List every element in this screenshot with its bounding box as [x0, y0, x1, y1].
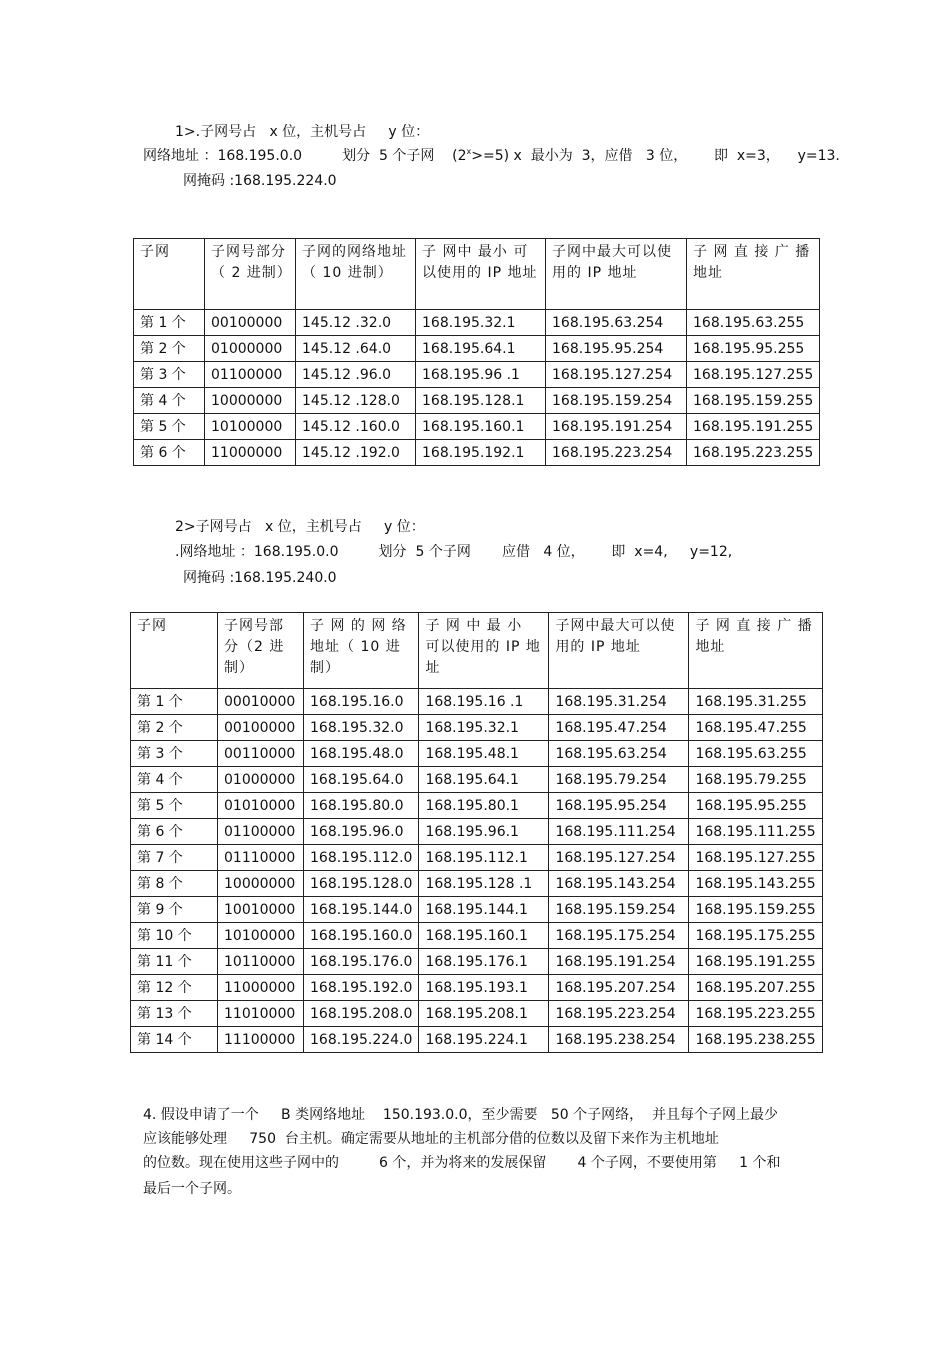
table-cell: 145.12 .160.0	[296, 414, 416, 440]
table-cell: 168.195.128.0	[304, 871, 419, 897]
table-cell: 168.195.32.1	[419, 715, 549, 741]
table-cell: 168.195.64.0	[304, 767, 419, 793]
column-header: 子网中最大可以使用的 IP 地址	[546, 239, 687, 310]
table-header-row	[134, 239, 820, 310]
table-cell: 168.195.127.255	[689, 845, 822, 871]
table-cell: 168.195.127.255	[687, 362, 820, 388]
table-row	[134, 388, 820, 414]
column-header: 子 网 中 最 小 可以使用的 IP 地址	[419, 613, 549, 689]
table-header-row	[131, 613, 823, 689]
table-cell: 168.195.16 .1	[419, 689, 549, 715]
table-cell: 168.195.128 .1	[419, 871, 549, 897]
table-cell: 01100000	[205, 362, 296, 388]
table-cell: 168.195.143.255	[689, 871, 822, 897]
table-cell: 168.195.159.254	[549, 897, 689, 923]
table-cell: 145.12 .128.0	[296, 388, 416, 414]
table-row	[131, 1001, 823, 1027]
table-row	[131, 767, 823, 793]
table-cell: 168.195.193.1	[419, 975, 549, 1001]
table-cell: 第 13 个	[131, 1001, 218, 1027]
table-cell: 168.195.223.254	[546, 440, 687, 466]
table-cell: 168.195.223.255	[687, 440, 820, 466]
column-header: 子网的网络地址（ 10 进制）	[296, 239, 416, 310]
table-cell: 168.195.238.255	[689, 1027, 822, 1053]
table-cell: 第 4 个	[131, 767, 218, 793]
table-cell: 10000000	[205, 388, 296, 414]
column-header: 子网中最大可以使用的 IP 地址	[549, 613, 689, 689]
table-cell: 第 6 个	[134, 440, 205, 466]
table-cell: 168.195.192.1	[416, 440, 546, 466]
section2-network-address-line: .网络地址 ：168.195.0.0 划分 5 个子网 应借 4 位， 即 x=4, y=12,	[175, 544, 733, 560]
table-cell: 168.195.64.1	[419, 767, 549, 793]
table-cell: 168.195.96 .1	[416, 362, 546, 388]
table-cell: 168.195.160.1	[419, 923, 549, 949]
column-header: 子网	[134, 239, 205, 310]
table-cell: 01000000	[205, 336, 296, 362]
table-cell: 168.195.111.254	[549, 819, 689, 845]
table-cell: 168.195.112.1	[419, 845, 549, 871]
table-cell: 168.195.208.1	[419, 1001, 549, 1027]
table-cell: 第 12 个	[131, 975, 218, 1001]
table-cell: 168.195.63.254	[546, 310, 687, 336]
table-cell: 168.195.191.255	[689, 949, 822, 975]
table-cell: 168.195.223.255	[689, 1001, 822, 1027]
section2-subnet-mask: 网掩码 :168.195.240.0	[183, 570, 337, 586]
table-cell: 第 3 个	[131, 741, 218, 767]
table-row	[131, 793, 823, 819]
table-cell: 第 3 个	[134, 362, 205, 388]
table-cell: 00110000	[218, 741, 304, 767]
table-cell: 168.195.191.254	[546, 414, 687, 440]
table-row	[134, 362, 820, 388]
table-cell: 第 4 个	[134, 388, 205, 414]
table-cell: 01000000	[218, 767, 304, 793]
table-row	[131, 923, 823, 949]
table-cell: 168.195.80.1	[419, 793, 549, 819]
table-row	[131, 975, 823, 1001]
table-row	[131, 949, 823, 975]
table-cell: 168.195.63.255	[689, 741, 822, 767]
table-cell: 10010000	[218, 897, 304, 923]
table-cell: 145.12 .96.0	[296, 362, 416, 388]
table-cell: 168.195.159.255	[687, 388, 820, 414]
table-cell: 11010000	[218, 1001, 304, 1027]
table-cell: 第 8 个	[131, 871, 218, 897]
table-cell: 168.195.128.1	[416, 388, 546, 414]
table-cell: 10100000	[205, 414, 296, 440]
table-cell: 168.195.31.254	[549, 689, 689, 715]
table-cell: 168.195.176.0	[304, 949, 419, 975]
column-header: 子网号部分（2 进制）	[218, 613, 304, 689]
table-cell: 10000000	[218, 871, 304, 897]
table-cell: 168.195.63.255	[687, 310, 820, 336]
table-cell: 168.195.176.1	[419, 949, 549, 975]
table-cell: 168.195.95.255	[689, 793, 822, 819]
table-cell: 168.195.224.1	[419, 1027, 549, 1053]
subnet-table-2	[130, 612, 823, 1053]
table-cell: 168.195.238.254	[549, 1027, 689, 1053]
table-cell: 168.195.160.1	[416, 414, 546, 440]
table-cell: 145.12 .192.0	[296, 440, 416, 466]
table-cell: 168.195.79.254	[549, 767, 689, 793]
table-cell: 168.195.63.254	[549, 741, 689, 767]
table-row	[131, 689, 823, 715]
table-cell: 168.195.79.255	[689, 767, 822, 793]
table-row	[131, 897, 823, 923]
question-4-line-1: 4. 假设申请了一个 B 类网络地址 150.193.0.0，至少需要 50 个子网络， 并且每个子网上最少	[143, 1107, 779, 1123]
section1-subnet-mask: 网掩码 :168.195.224.0	[183, 173, 337, 189]
subnet-table-2-body	[131, 613, 823, 1053]
table-cell: 168.195.224.0	[304, 1027, 419, 1053]
table-cell: 168.195.95.255	[687, 336, 820, 362]
table-cell: 00100000	[218, 715, 304, 741]
table-cell: 168.195.48.0	[304, 741, 419, 767]
table-row	[134, 440, 820, 466]
table-cell: 168.195.175.254	[549, 923, 689, 949]
table-cell: 168.195.111.255	[689, 819, 822, 845]
table-cell: 168.195.160.0	[304, 923, 419, 949]
table-cell: 168.195.159.255	[689, 897, 822, 923]
table-cell: 第 5 个	[134, 414, 205, 440]
table-cell: 168.195.112.0	[304, 845, 419, 871]
table-cell: 168.195.223.254	[549, 1001, 689, 1027]
section1-heading: 1>.子网号占 x 位，主机号占 y 位：	[175, 124, 430, 140]
table-cell: 168.195.207.255	[689, 975, 822, 1001]
table-cell: 168.195.127.254	[549, 845, 689, 871]
table-cell: 11100000	[218, 1027, 304, 1053]
table-cell: 145.12 .64.0	[296, 336, 416, 362]
table-cell: 第 10 个	[131, 923, 218, 949]
table-cell: 01100000	[218, 819, 304, 845]
table-cell: 10110000	[218, 949, 304, 975]
table-cell: 168.195.95.254	[546, 336, 687, 362]
table-cell: 00100000	[205, 310, 296, 336]
table-cell: 168.195.47.254	[549, 715, 689, 741]
table-cell: 00010000	[218, 689, 304, 715]
table-cell: 168.195.143.254	[549, 871, 689, 897]
table-cell: 11000000	[205, 440, 296, 466]
table-cell: 第 9 个	[131, 897, 218, 923]
table-cell: 第 2 个	[131, 715, 218, 741]
table-cell: 第 1 个	[131, 689, 218, 715]
table-cell: 168.195.31.255	[689, 689, 822, 715]
table-cell: 168.195.208.0	[304, 1001, 419, 1027]
table-cell: 168.195.80.0	[304, 793, 419, 819]
table-cell: 168.195.191.255	[687, 414, 820, 440]
subnet-table-1	[133, 238, 820, 466]
table-row	[131, 819, 823, 845]
question-4-line-3: 的位数。现在使用这些子网中的 6 个，并为将来的发展保留 4 个子网，不要使用第 1 个和	[143, 1155, 781, 1171]
table-row	[131, 715, 823, 741]
column-header: 子 网 的 网 络地址（ 10 进制）	[304, 613, 419, 689]
column-header: 子网号部分（ 2 进制）	[205, 239, 296, 310]
table-cell: 168.195.96.0	[304, 819, 419, 845]
table-row	[134, 336, 820, 362]
section1-line2-end: >=5) x 最小为 3，应借 3 位， 即 x=3， y=13.	[471, 148, 840, 164]
section2-heading: 2>子网号占 x 位，主机号占 y 位：	[175, 519, 425, 535]
table-cell: 168.195.32.0	[304, 715, 419, 741]
table-cell: 第 7 个	[131, 845, 218, 871]
table-cell: 168.195.191.254	[549, 949, 689, 975]
column-header: 子 网 直 接 广 播地址	[687, 239, 820, 310]
table-cell: 168.195.32.1	[416, 310, 546, 336]
exponent-superscript: x	[466, 147, 472, 156]
section1-line2-start: 网络地址 ：168.195.0.0 划分 5 个子网 (2	[143, 148, 467, 164]
table-cell: 168.195.16.0	[304, 689, 419, 715]
table-cell: 168.195.95.254	[549, 793, 689, 819]
table-cell: 168.195.175.255	[689, 923, 822, 949]
table-cell: 01110000	[218, 845, 304, 871]
question-4-line-4: 最后一个子网。	[143, 1181, 241, 1197]
table-row	[131, 871, 823, 897]
column-header: 子网	[131, 613, 218, 689]
table-cell: 01010000	[218, 793, 304, 819]
column-header: 子 网中 最小 可以使用的 IP 地址	[416, 239, 546, 310]
table-cell: 168.195.192.0	[304, 975, 419, 1001]
table-cell: 145.12 .32.0	[296, 310, 416, 336]
table-row	[131, 741, 823, 767]
table-cell: 第 5 个	[131, 793, 218, 819]
table-cell: 11000000	[218, 975, 304, 1001]
table-cell: 168.195.207.254	[549, 975, 689, 1001]
table-cell: 第 14 个	[131, 1027, 218, 1053]
table-cell: 168.195.144.1	[419, 897, 549, 923]
section1-network-address-line	[143, 147, 840, 165]
table-cell: 第 11 个	[131, 949, 218, 975]
column-header: 子 网 直 接 广 播地址	[689, 613, 822, 689]
table-row	[131, 845, 823, 871]
table-row	[134, 310, 820, 336]
table-cell: 168.195.127.254	[546, 362, 687, 388]
question-4-line-2: 应该能够处理 750 台主机。确定需要从地址的主机部分借的位数以及留下来作为主机地址	[143, 1131, 719, 1147]
table-cell: 168.195.159.254	[546, 388, 687, 414]
table-row	[134, 414, 820, 440]
table-row	[131, 1027, 823, 1053]
table-cell: 168.195.96.1	[419, 819, 549, 845]
table-cell: 168.195.64.1	[416, 336, 546, 362]
table-cell: 168.195.47.255	[689, 715, 822, 741]
table-cell: 第 1 个	[134, 310, 205, 336]
table-cell: 168.195.48.1	[419, 741, 549, 767]
table-cell: 第 6 个	[131, 819, 218, 845]
table-cell: 168.195.144.0	[304, 897, 419, 923]
subnet-table-1-body	[134, 239, 820, 466]
table-cell: 10100000	[218, 923, 304, 949]
table-cell: 第 2 个	[134, 336, 205, 362]
